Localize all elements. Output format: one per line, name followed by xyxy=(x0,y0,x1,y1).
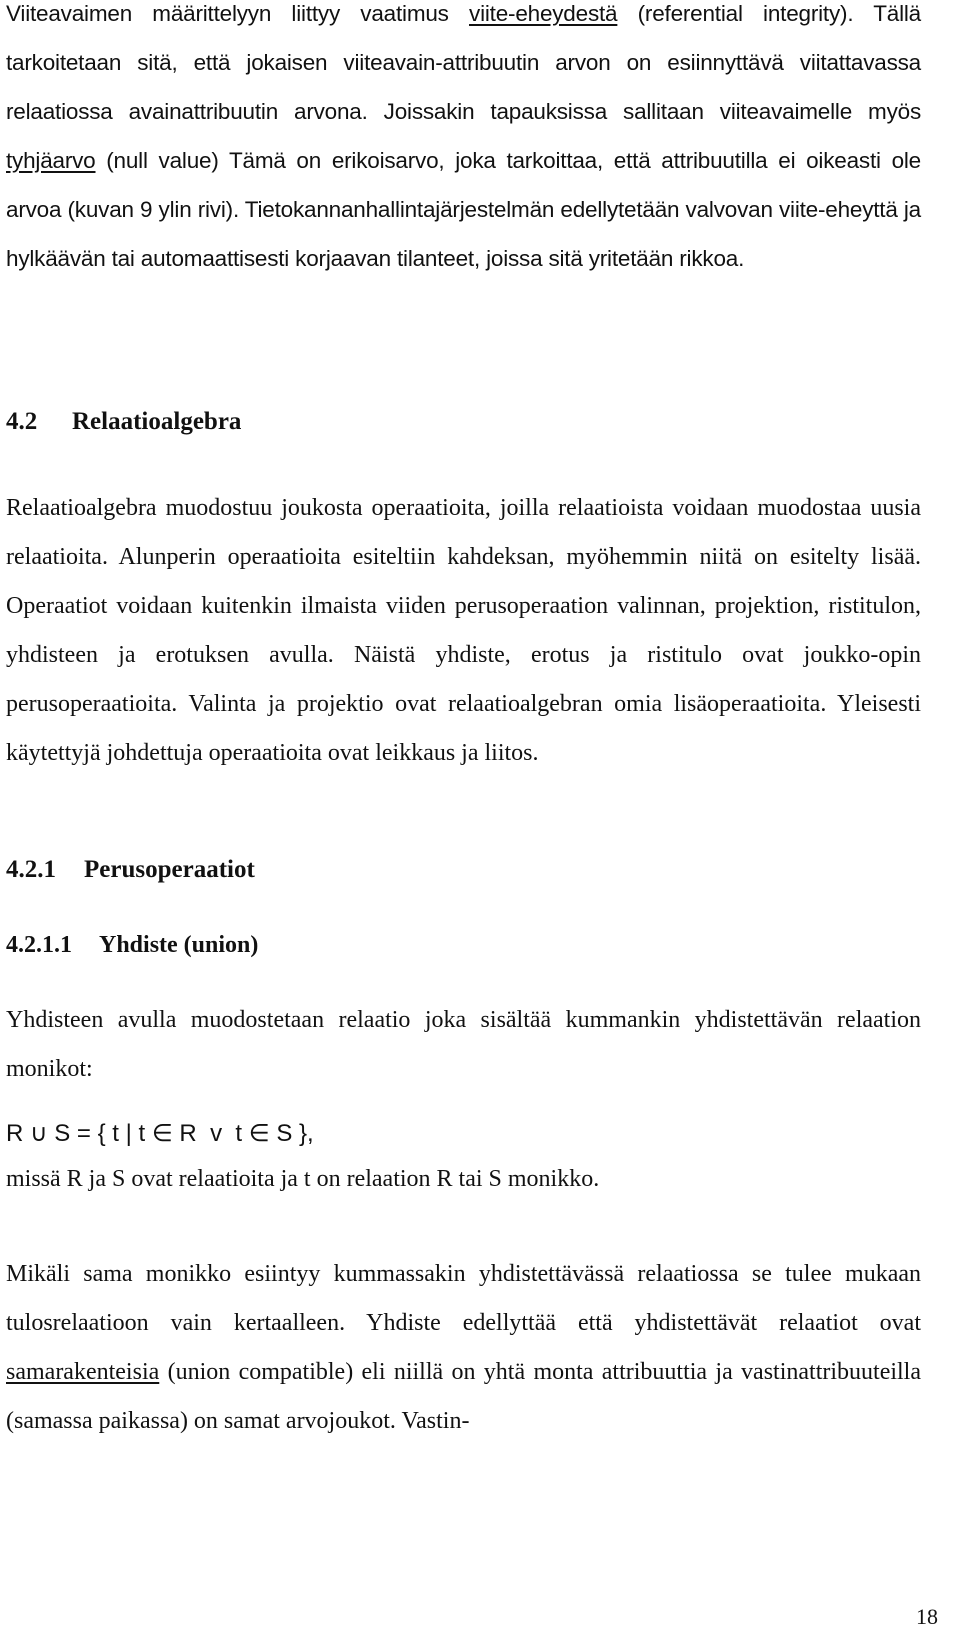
paragraph-text: (referential integrity). Tällä tarkoitetaan sitä, että jokaisen viiteavain-attribuutin arvon on esiinnyttävä viitattavassa relaatiossa avainattribuutin arvona. Joissakin tapauksissa sallitaan viiteavaimelle myös xyxy=(6,1,921,124)
paragraph-text: (union compatible) eli niillä on yhtä monta attribuuttia ja vastinattribuuteilla (samassa paikassa) on samat arvojoukot. Vastin- xyxy=(6,1359,921,1434)
section-title: Relaatioalgebra xyxy=(72,408,242,435)
union-definition-paragraph: Yhdisteen avulla muodostetaan relaatio joka sisältää kummankin yhdistettävän relaation monikot: xyxy=(6,1007,921,1082)
section-number: 4.2.1.1 xyxy=(6,932,72,958)
section-number: 4.2 xyxy=(6,408,38,435)
section-heading-4-2 xyxy=(6,408,241,436)
term-union-compatible: samarakenteisia xyxy=(6,1359,160,1385)
section-number: 4.2.1 xyxy=(6,856,56,883)
term-null-value: tyhjäarvo xyxy=(6,148,96,173)
relational-algebra-paragraph: Relaatioalgebra muodostuu joukosta operaatioita, joilla relaatioista voidaan muodostaa uusia relaatioita. Alunperin operaatioita esiteltiin kahdeksan, myöhemmin niitä on esitelty lisää. Operaatiot voidaan kuitenkin ilmaista viiden perusoperaation valinnan, projektion, ristitulon, yhdisteen ja erotuksen avulla. Näistä yhdiste, erotus ja ristitulo ovat joukko-opin perusoperaatioita. Valinta ja projektio ovat relaatioalgebran omia lisäoperaatioita. Yleisesti käytettyjä johdettuja operaatioita ovat leikkaus ja liitos. xyxy=(6,495,921,766)
section-heading-4-2-1-1 xyxy=(6,932,258,959)
paragraph-text: (null value) Tämä on erikoisarvo, joka tarkoittaa, että attribuutilla ei oikeasti ole arvoa (kuvan 9 ylin rivi). Tietokannanhallintajärjestelmän edellytetään valvovan viite-eheyttä ja hylkäävän tai automaattisesti korjaavan tilanteet, joissa sitä yritetään rikkoa. xyxy=(6,148,921,271)
term-referential-integrity: viite-eheydestä xyxy=(469,1,618,26)
page-number: 18 xyxy=(916,1604,938,1629)
union-compatible-paragraph xyxy=(6,1250,921,1446)
section-title: Yhdiste (union) xyxy=(99,932,259,958)
paragraph-text: Mikäli sama monikko esiintyy kummassakin yhdistettävässä relaatiossa se tulee mukaan tulosrelaatioon vain kertaalleen. Yhdiste edellyttää että yhdistettävät relaatiot ovat xyxy=(6,1261,921,1336)
paragraph-text: Viiteavaimen määrittelyyn liittyy vaatimus xyxy=(6,1,470,26)
union-explanation-line: missä R ja S ovat relaatioita ja t on relaation R tai S monikko. xyxy=(6,1166,600,1192)
referential-integrity-paragraph xyxy=(6,0,921,283)
union-formula: R ∪ S = { t | t ∈ R v t ∈ S }, xyxy=(6,1120,314,1147)
section-heading-4-2-1 xyxy=(6,856,255,884)
section-title: Perusoperaatiot xyxy=(84,856,255,883)
